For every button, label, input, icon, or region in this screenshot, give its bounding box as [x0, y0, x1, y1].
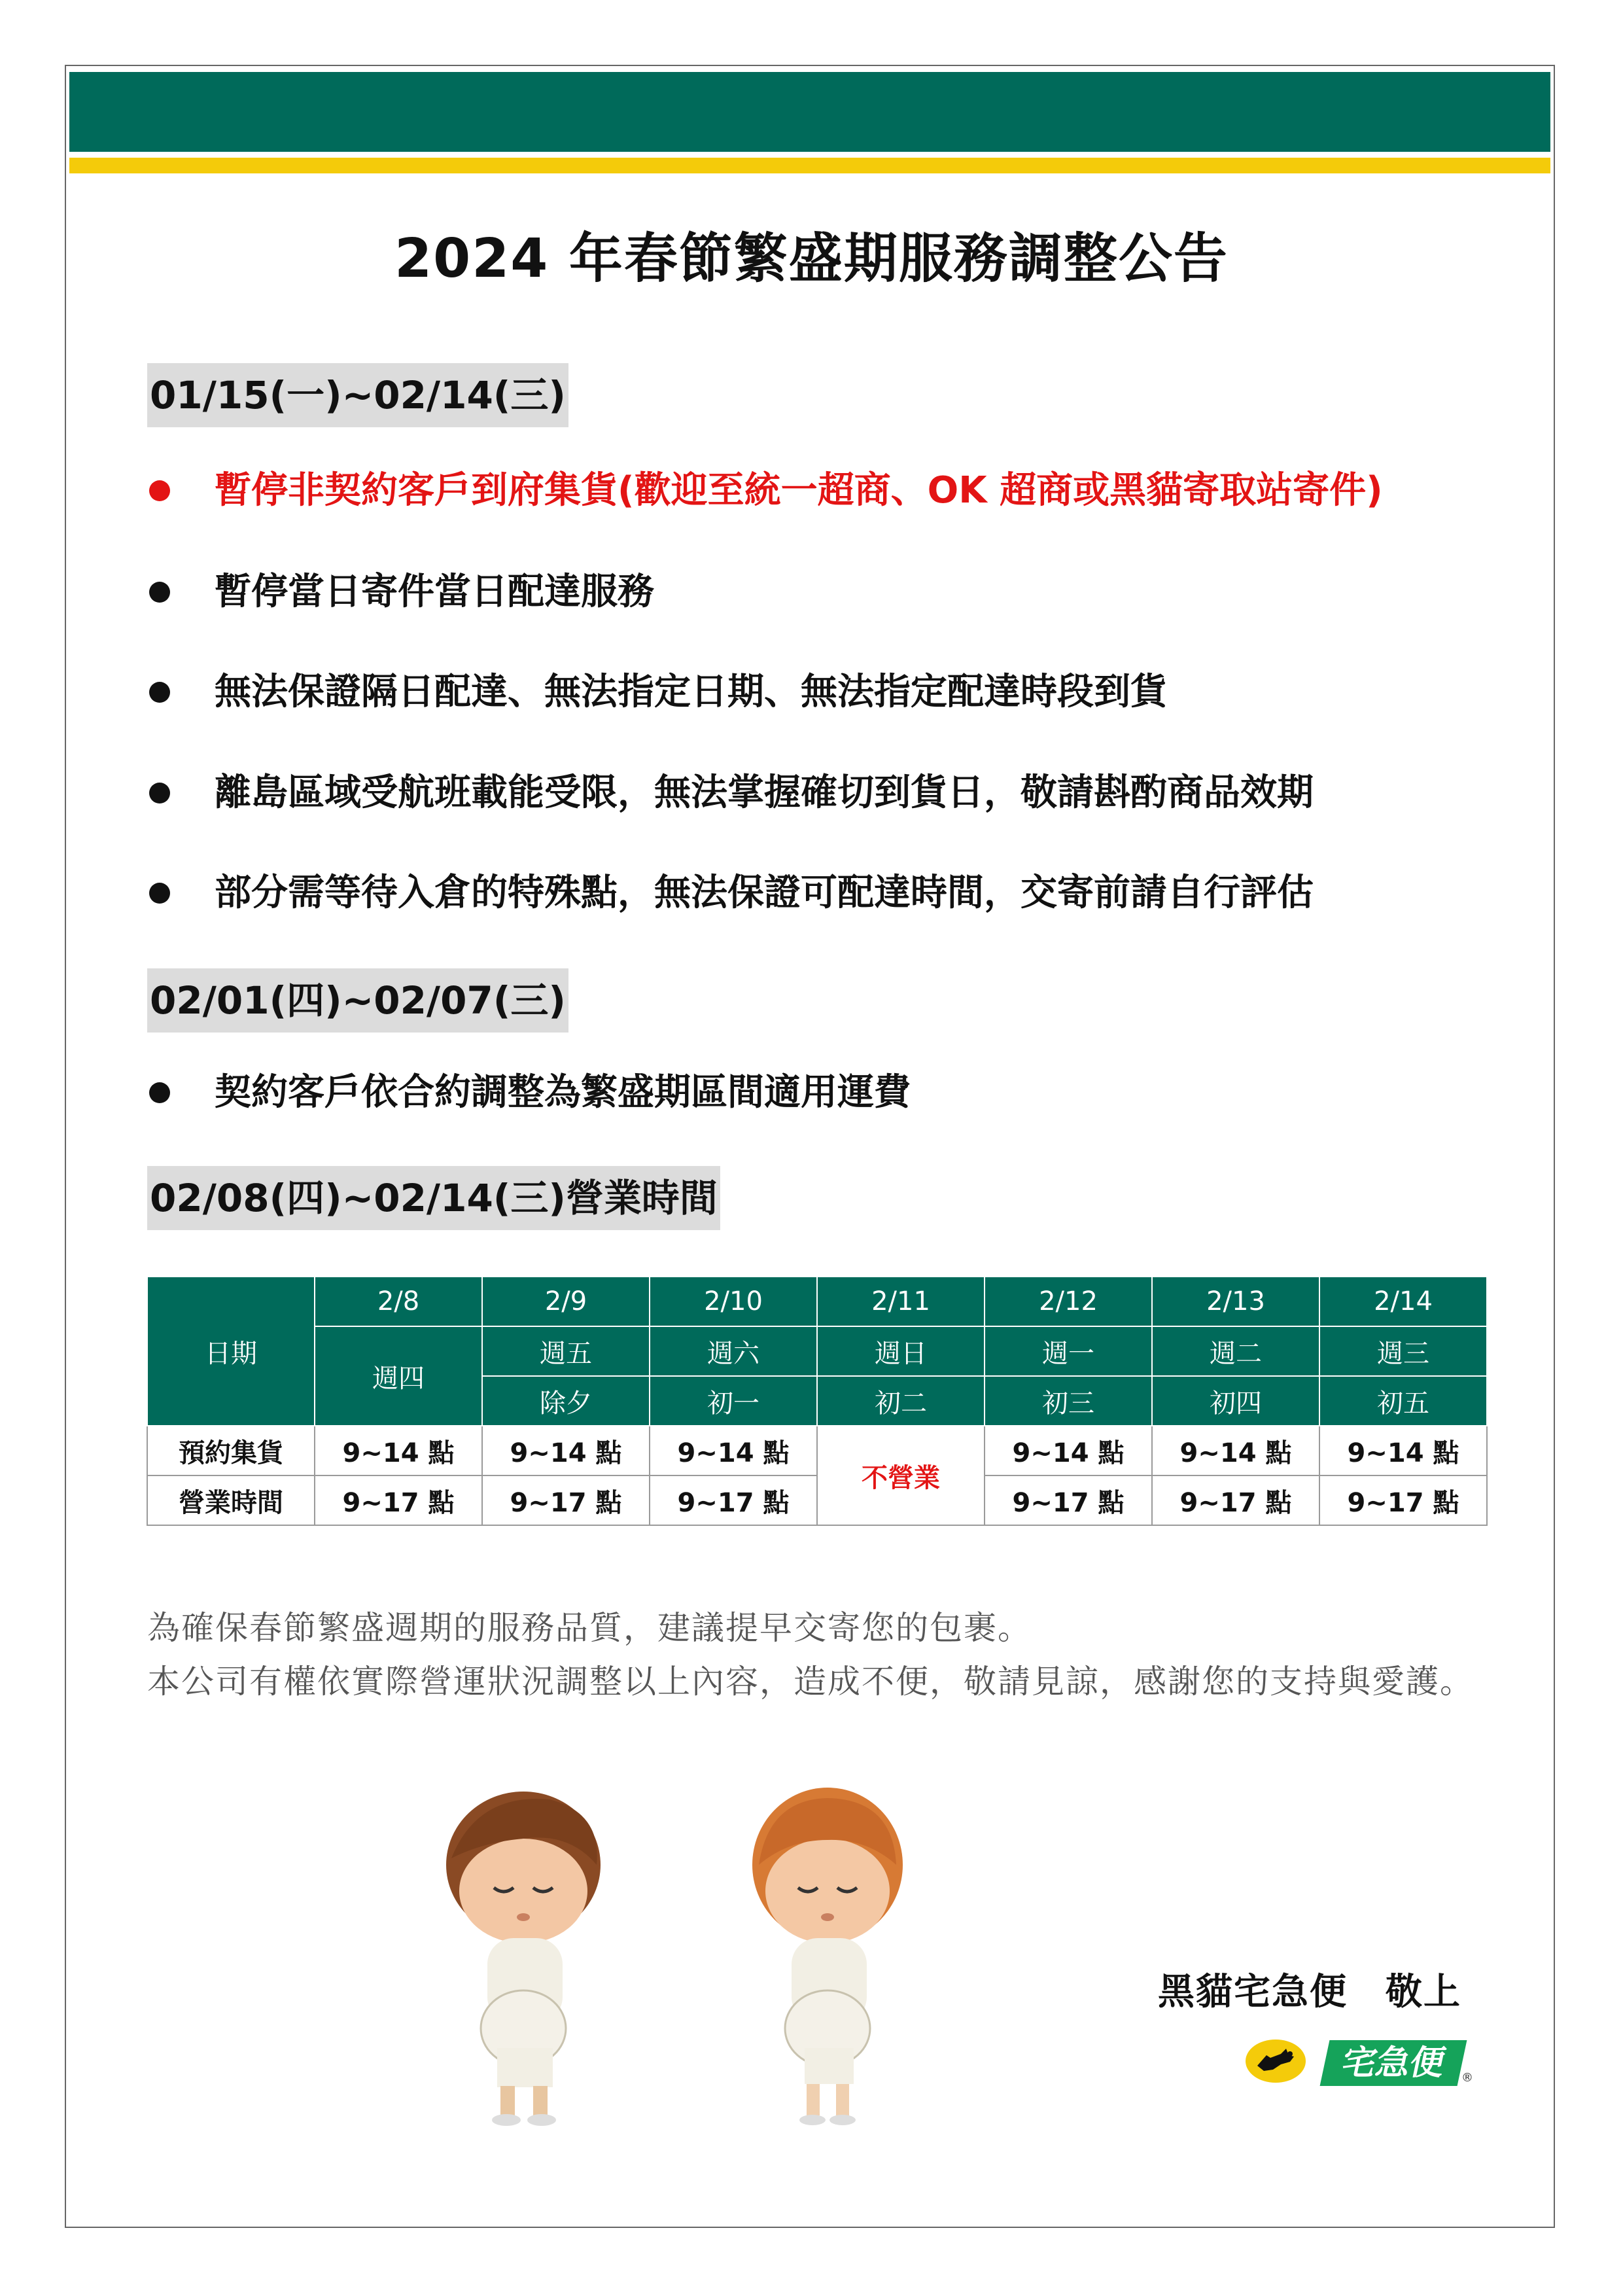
weekday-cell: 週六 [650, 1326, 817, 1376]
note-line-2: 本公司有權依實際營運狀況調整以上內容，造成不便，敬請見諒，感謝您的支持與愛護。 [147, 1663, 1474, 1701]
lunar-cell: 初三 [985, 1376, 1152, 1426]
date-cell: 2/10 [650, 1277, 817, 1326]
weekday-cell: 週二 [1152, 1326, 1319, 1376]
pickup-cell: 9~14 點 [482, 1426, 650, 1475]
bullet-dot [149, 582, 170, 603]
signature: 黑貓宅急便 敬上 [1158, 1971, 1461, 2013]
bullet-dot [149, 480, 170, 501]
pickup-cell: 9~14 點 [315, 1426, 482, 1475]
bullet-dot [149, 1082, 170, 1103]
date-header-cell: 日期 [147, 1277, 315, 1426]
pickup-row-label: 預約集貨 [147, 1426, 315, 1475]
lunar-cell: 初一 [650, 1376, 817, 1426]
weekday-cell: 週四 [315, 1326, 482, 1426]
note-line-1: 為確保春節繁盛週期的服務品質，建議提早交寄您的包裹。 [147, 1609, 1032, 1647]
lunar-cell: 初五 [1319, 1376, 1487, 1426]
bullet-dot [149, 682, 170, 703]
hours-cell: 9~17 點 [482, 1475, 650, 1525]
header-yellow-band [69, 158, 1550, 173]
page-title: 2024 年春節繁盛期服務調整公告 [394, 228, 1229, 290]
hours-row-label: 營業時間 [147, 1475, 315, 1525]
lunar-cell: 初四 [1152, 1376, 1319, 1426]
hours-cell: 9~17 點 [650, 1475, 817, 1525]
schedule-table [147, 1276, 1488, 1526]
pickup-cell: 9~14 點 [1319, 1426, 1487, 1475]
lunar-cell: 除夕 [482, 1376, 650, 1426]
date-cell: 2/13 [1152, 1277, 1319, 1326]
bullet-dot [149, 883, 170, 904]
date-cell: 2/12 [985, 1277, 1152, 1326]
weekday-cell: 週一 [985, 1326, 1152, 1376]
header-green-band [69, 72, 1550, 152]
weekday-cell: 週五 [482, 1326, 650, 1376]
pickup-cell: 9~14 點 [985, 1426, 1152, 1475]
weekday-cell: 週日 [817, 1326, 985, 1376]
pickup-cell: 9~14 點 [650, 1426, 817, 1475]
hours-cell: 9~17 點 [985, 1475, 1152, 1525]
date-cell: 2/14 [1319, 1277, 1487, 1326]
bowing-staff-male-illustration [425, 1767, 621, 2133]
date-cell: 2/8 [315, 1277, 482, 1326]
section-heading-1: 01/15(一)~02/14(三) [147, 363, 568, 427]
registered-mark: ® [1461, 2071, 1473, 2085]
date-cell: 2/9 [482, 1277, 650, 1326]
section-heading-2: 02/01(四)~02/07(三) [147, 968, 568, 1033]
closed-cell: 不營業 [817, 1426, 985, 1525]
pickup-cell: 9~14 點 [1152, 1426, 1319, 1475]
date-cell: 2/11 [817, 1277, 985, 1326]
hours-cell: 9~17 點 [315, 1475, 482, 1525]
weekday-cell: 週三 [1319, 1326, 1487, 1376]
brand-logo: 宅急便 [1320, 2040, 1467, 2086]
section-heading-3: 02/08(四)~02/14(三)營業時間 [147, 1166, 720, 1230]
black-cat-logo-icon [1244, 2038, 1307, 2084]
lunar-cell: 初二 [817, 1376, 985, 1426]
bullet-dot [149, 783, 170, 804]
hours-cell: 9~17 點 [1152, 1475, 1319, 1525]
bowing-staff-female-illustration [729, 1767, 926, 2133]
hours-cell: 9~17 點 [1319, 1475, 1487, 1525]
